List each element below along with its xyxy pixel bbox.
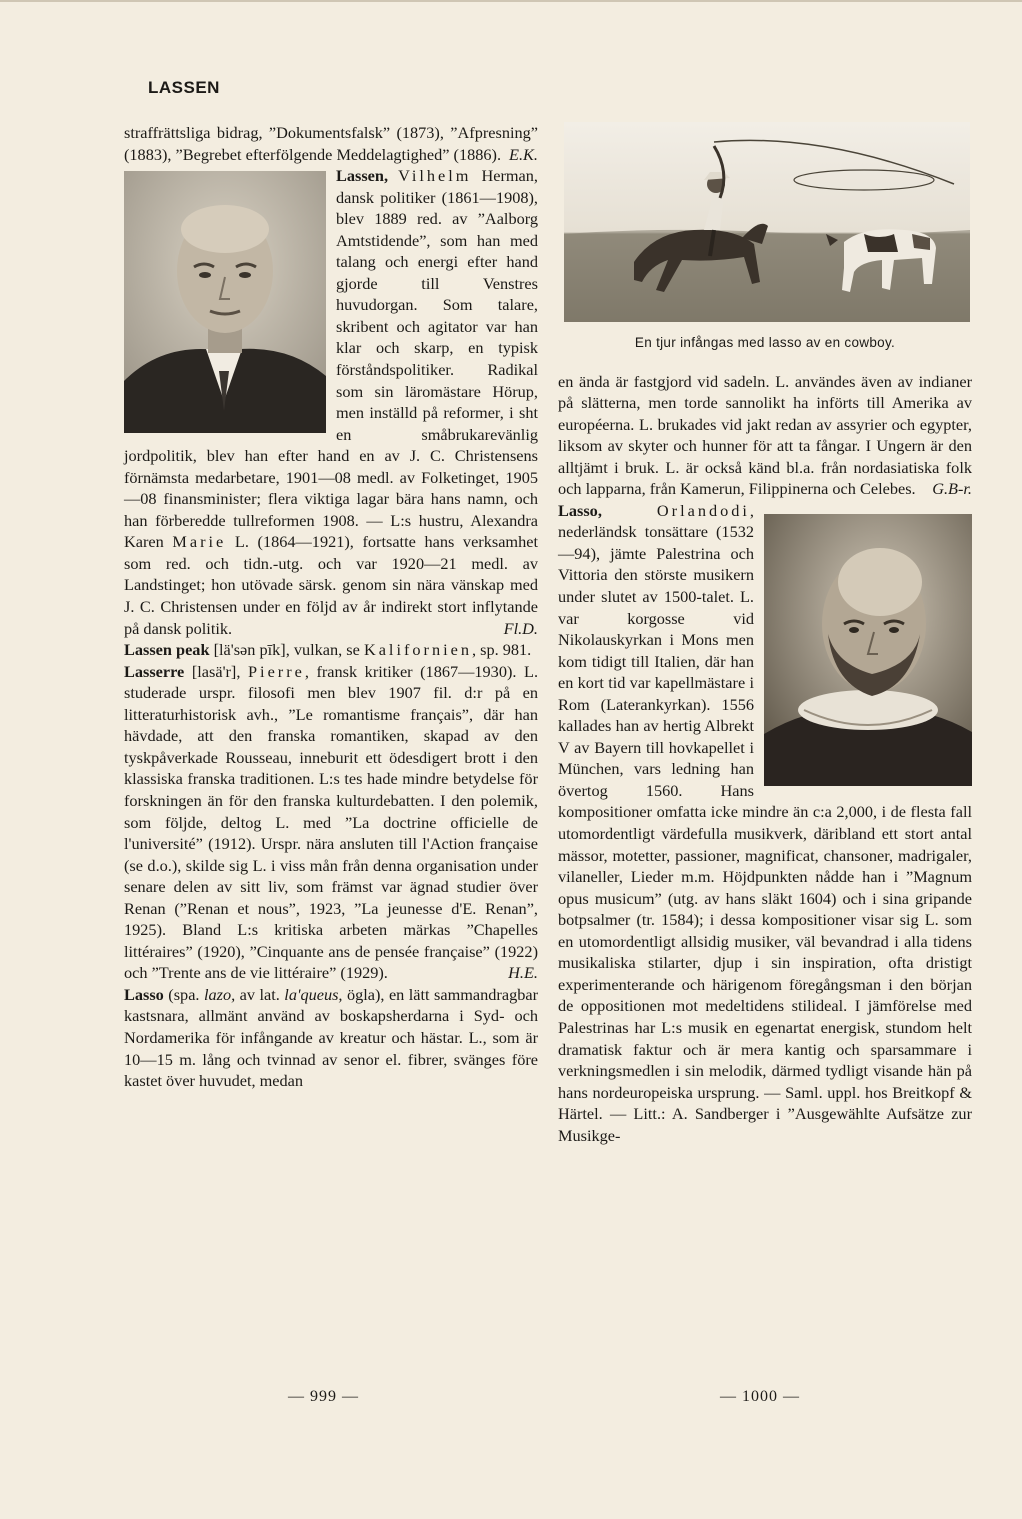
- portrait-orlando-di-lasso: [764, 514, 972, 786]
- page-number-right: — 1000 —: [720, 1388, 800, 1405]
- portrait-engraving-icon: [764, 514, 972, 786]
- entry-text: ögla), en lätt sammandragbar kastsnara, allmänt använd av boskapsherdarna i Syd- och Nordamerika för infångande av kreatur och hästar. L., som är 10—15 m. lång och tvinnad av senor el. fibrer, svänges före kastet över huvudet, medan: [124, 984, 539, 1091]
- entry-text: en ända är fastgjord vid sadeln. L. användes även av indianer på slätterna, men torde sannolikt ha införts till Amerika av européerna. L. brukades vid jakt redan av assyrier och egypter, liksom av skyter och hunner för att ta fångar. I Ungern är den alltjämt i bruk. L. är också känd bl.a. från nordasiatiska folk och lapparna, från Kamerun, Filippinerna och Celebes.: [558, 371, 972, 499]
- entry-text: , fransk kritiker (1867—1930). L. studerade urspr. filosofi men blev 1907 fil. d:r på en litteraturhistorisk avh., ”Le romantisme français”, där han hävdade, att den franska romantiken, skapad av den tyskpåverkade Rousseau, inneburit ett ödesdigert brott i den klassiska franska traditionen. L:s tes hade mindre betydelse för forskningen än för den franska kulturdebatten. I den polemik, som följde, deltog L. med ”La doctrine officielle de l'université” (1912). Urspr. nära ansluten till l'Action française (se d.o.), skilde sig L. i viss mån från denna organisation under senare delen av sitt liv, som främst var ägnad studier över Renan (”Renan et nous”, 1923, ”La jeunesse d'E. Renan”, 1925). Bland L:s kritiska arbeten märkas ”Chapelles littéraires” (1920), ”Cinquante ans de pensée française” (1922) och ”Trente ans de vie littéraire” (1929).: [124, 661, 539, 983]
- entry-headword: Lasso,: [558, 500, 602, 520]
- entry-headword: Lasserre: [124, 661, 185, 681]
- entry-text: [lasä'r],: [191, 661, 241, 681]
- entry-text: , nederländsk tonsättare (1532—94), jämte Palestrina och Vittoria den störste musikern under slutet av 1500-talet. L. var korgosse vid Nikolauskyrkan i Mons men kom tidigt till Italien, där han en kort tid var kapellmästare i Rom (Laterankyrkan). 1556 kallades han av hertig Albrekt V av Bayern till hovkapellet i München, vars ledning han övertog 1560. Hans kompositioner omfatta icke mindre än c:a 2,000, i de flesta fall utomordentligt värdefulla musikverk, däribland ett stort antal mässor, motetter, passioner, magnificat, chansoner, madrigaler, vilaneller, Lieder m.m. Höjdpunkten nådde han i ”Magnum opus musicum” (utg. av hans släkt 1604) och i sina gripande botpsalmer (tr. 1584); i dessa kompositioner visar sig L. som en utomordentligt allsidig musiker, väl bevandrad i alla tidens musikaliska stilarter, djup i sin inspiration, ofta dristigt experimenterande och härigenom föregångsman i den början de oppositionen mot medeltidens stilideal. I jämförelse med Palestrinas har L:s musik en egenartat energisk, stundom helt dramatisk faktur och är mera kantig och sparsammare i verkningsmedlen i sin melodik, därmed tydligt visande hän på hans nordeuropeiska ursprung. — Saml. uppl. hos Breitkopf & Härtel. — Litt.: A. Sandberger i ”Ausgewählte Aufsätze zur Musikge-: [558, 500, 972, 1145]
- photo-caption: En tjur infångas med lasso av en cowboy.: [634, 335, 896, 350]
- right-column: [558, 122, 972, 1146]
- cowboy-lasso-photo: [564, 122, 970, 322]
- entry-name-spaced: Orlandodi: [656, 500, 750, 520]
- running-head: LASSEN: [148, 78, 220, 97]
- entry-continuation-text: straffrättsliga bidrag, ”Dokumentsfalsk” (1873), ”Afpresning” (1883), ”Begrebet efterfölgende Meddelagtighed” (1886).: [124, 123, 538, 164]
- entry-headword: Lasso: [124, 984, 164, 1004]
- page-number-left: — 999 —: [288, 1388, 359, 1405]
- entry-name-spaced: Marie: [172, 532, 227, 552]
- author-signature: G.B-r.: [932, 479, 972, 499]
- entry-lassen-peak: [124, 639, 538, 661]
- entry-text: Herman, dansk politiker (1861—1908), blev 1889 red. av ”Aalborg Amtstidende”, som han med talang och energi efter hand gjorde till Venstres huvudorgan. Som talare, skribent och agitator var han klar och skarp, en typisk förståndspolitiker. Radikal som sin läromästare Hörup, men inställd på reformer, i sht en småbrukarevänlig jordpolitik, blev han efter hand en av J. C. Christensens förnämsta medarbetare, 1901—08 medl. av Folketinget, 1905—08 finansminister; flera viktiga lagar bära hans namn, och han förberedde tullreformen 1908. — L:s hustru, Alexandra Karen: [124, 166, 538, 552]
- author-signature: H.E.: [508, 963, 538, 983]
- entry-continuation: [124, 122, 538, 165]
- entry-lasso: [124, 984, 538, 1092]
- entry-lasso-orlando: [558, 500, 972, 1146]
- entry-lasso-continuation: [558, 371, 972, 500]
- entry-text: av lat.: [239, 984, 280, 1004]
- entry-text: , sp. 981.: [471, 640, 532, 660]
- portrait-vilhelm-lassen: [124, 171, 326, 433]
- portrait-photo-icon: [124, 171, 326, 433]
- entry-name-spaced: Vilhelm: [398, 166, 472, 186]
- entry-name-spaced: Pierre: [247, 661, 305, 681]
- page-top-rule: [0, 0, 1022, 2]
- left-column: [124, 122, 538, 1092]
- cross-reference: Kalifornien: [363, 640, 472, 660]
- author-signature: E.K.: [509, 144, 538, 164]
- etymology-italic: lazo,: [203, 984, 236, 1004]
- entry-lassen-vilhelm: [124, 165, 538, 639]
- entry-lasserre: [124, 661, 538, 984]
- entry-text: (spa.: [168, 984, 200, 1004]
- author-signature: Fl.D.: [503, 618, 538, 638]
- etymology-italic: la'queus,: [284, 984, 343, 1004]
- entry-headword: Lassen,: [336, 166, 389, 186]
- cowboy-photo-icon: [564, 122, 970, 322]
- entry-text: L. (1864—1921), fortsatte hans verksamhet som red. och tidn.-utg. och var 1920—21 medl. av Landstinget; hon utövade särsk. genom sin nära vänskap med J. C. Christensen under en följd av år indirekt stort inflytande på dansk politik.: [124, 532, 538, 638]
- entry-text: [lä'sən pīk], vulkan, se: [213, 640, 360, 660]
- entry-headword: Lassen peak: [124, 640, 210, 660]
